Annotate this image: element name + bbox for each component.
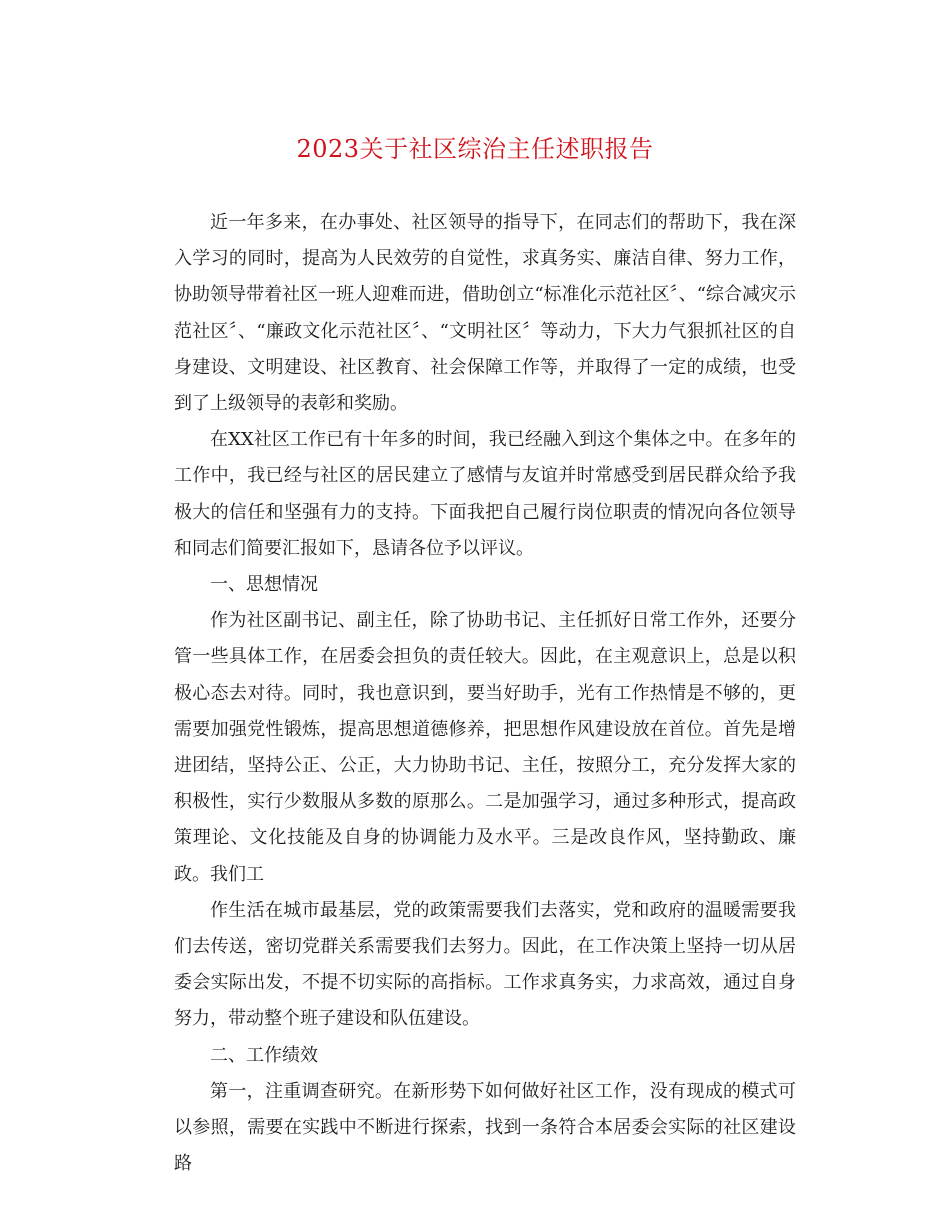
document-title: 2023关于社区综治主任述职报告 <box>296 135 654 163</box>
paragraph-performance-first: 第一，注重调查研究。在新形势下如何做好社区工作，没有现成的模式可以参照，需要在实践中不断进行探索，找到一条符合本居委会实际的社区建设路 <box>174 1080 796 1175</box>
section-heading-thought: 一、思想情况 <box>210 574 318 596</box>
paragraph-intro: 近一年多来，在办事处、社区领导的指导下，在同志们的帮助下，我在深入学习的同时，提高为人民效劳的自觉性，求真务实、廉洁自律、努力工作，协助领导带着社区一班人迎难而进，借助创立“标准化示范社区〞、“综合减灾示范社区〞、“廉政文化示范社区〞、“文明社区〞等动力，下大力气狠抓社区的自身建设、文明建设、社区教育、社会保障工作等，并取得了一定的成绩，也受到了上级领导的表彰和奖励。 <box>174 212 796 415</box>
section-heading-performance: 二、工作绩效 <box>210 1044 318 1066</box>
paragraph-background: 在XX社区工作已有十年多的时间，我已经融入到这个集体之中。在多年的工作中，我已经与社区的居民建立了感情与友谊并时常感受到居民群众给予我极大的信任和坚强有力的支持。下面我把自己履行岗位职责的情况向各位领导和同志们简要汇报如下，恳请各位予以评议。 <box>174 429 796 559</box>
document-body <box>174 205 796 1182</box>
paragraph-thought: 作为社区副书记、副主任，除了协助书记、主任抓好日常工作外，还要分管一些具体工作，在居委会担负的责任较大。因此，在主观意识上，总是以积极心态去对待。同时，我也意识到，要当好助手，光有工作热情是不够的，更需要加强党性锻炼，提高思想道德修养，把思想作风建设放在首位。首先是增进团结，坚持公正、公正，大力协助书记、主任，按照分工，充分发挥大家的积极性，实行少数服从多数的原那么。二是加强学习，通过多种形式，提高政策理论、文化技能及自身的协调能力及水平。三是改良作风，坚持勤政、廉政。我们工 <box>174 610 796 885</box>
paragraph-thought-continued: 作生活在城市最基层，党的政策需要我们去落实，党和政府的温暖需要我们去传送，密切党群关系需要我们去努力。因此，在工作决策上坚持一切从居委会实际出发，不提不切实际的高指标。工作求真务实，力求高效，通过自身努力，带动整个班子建设和队伍建设。 <box>174 899 796 1030</box>
